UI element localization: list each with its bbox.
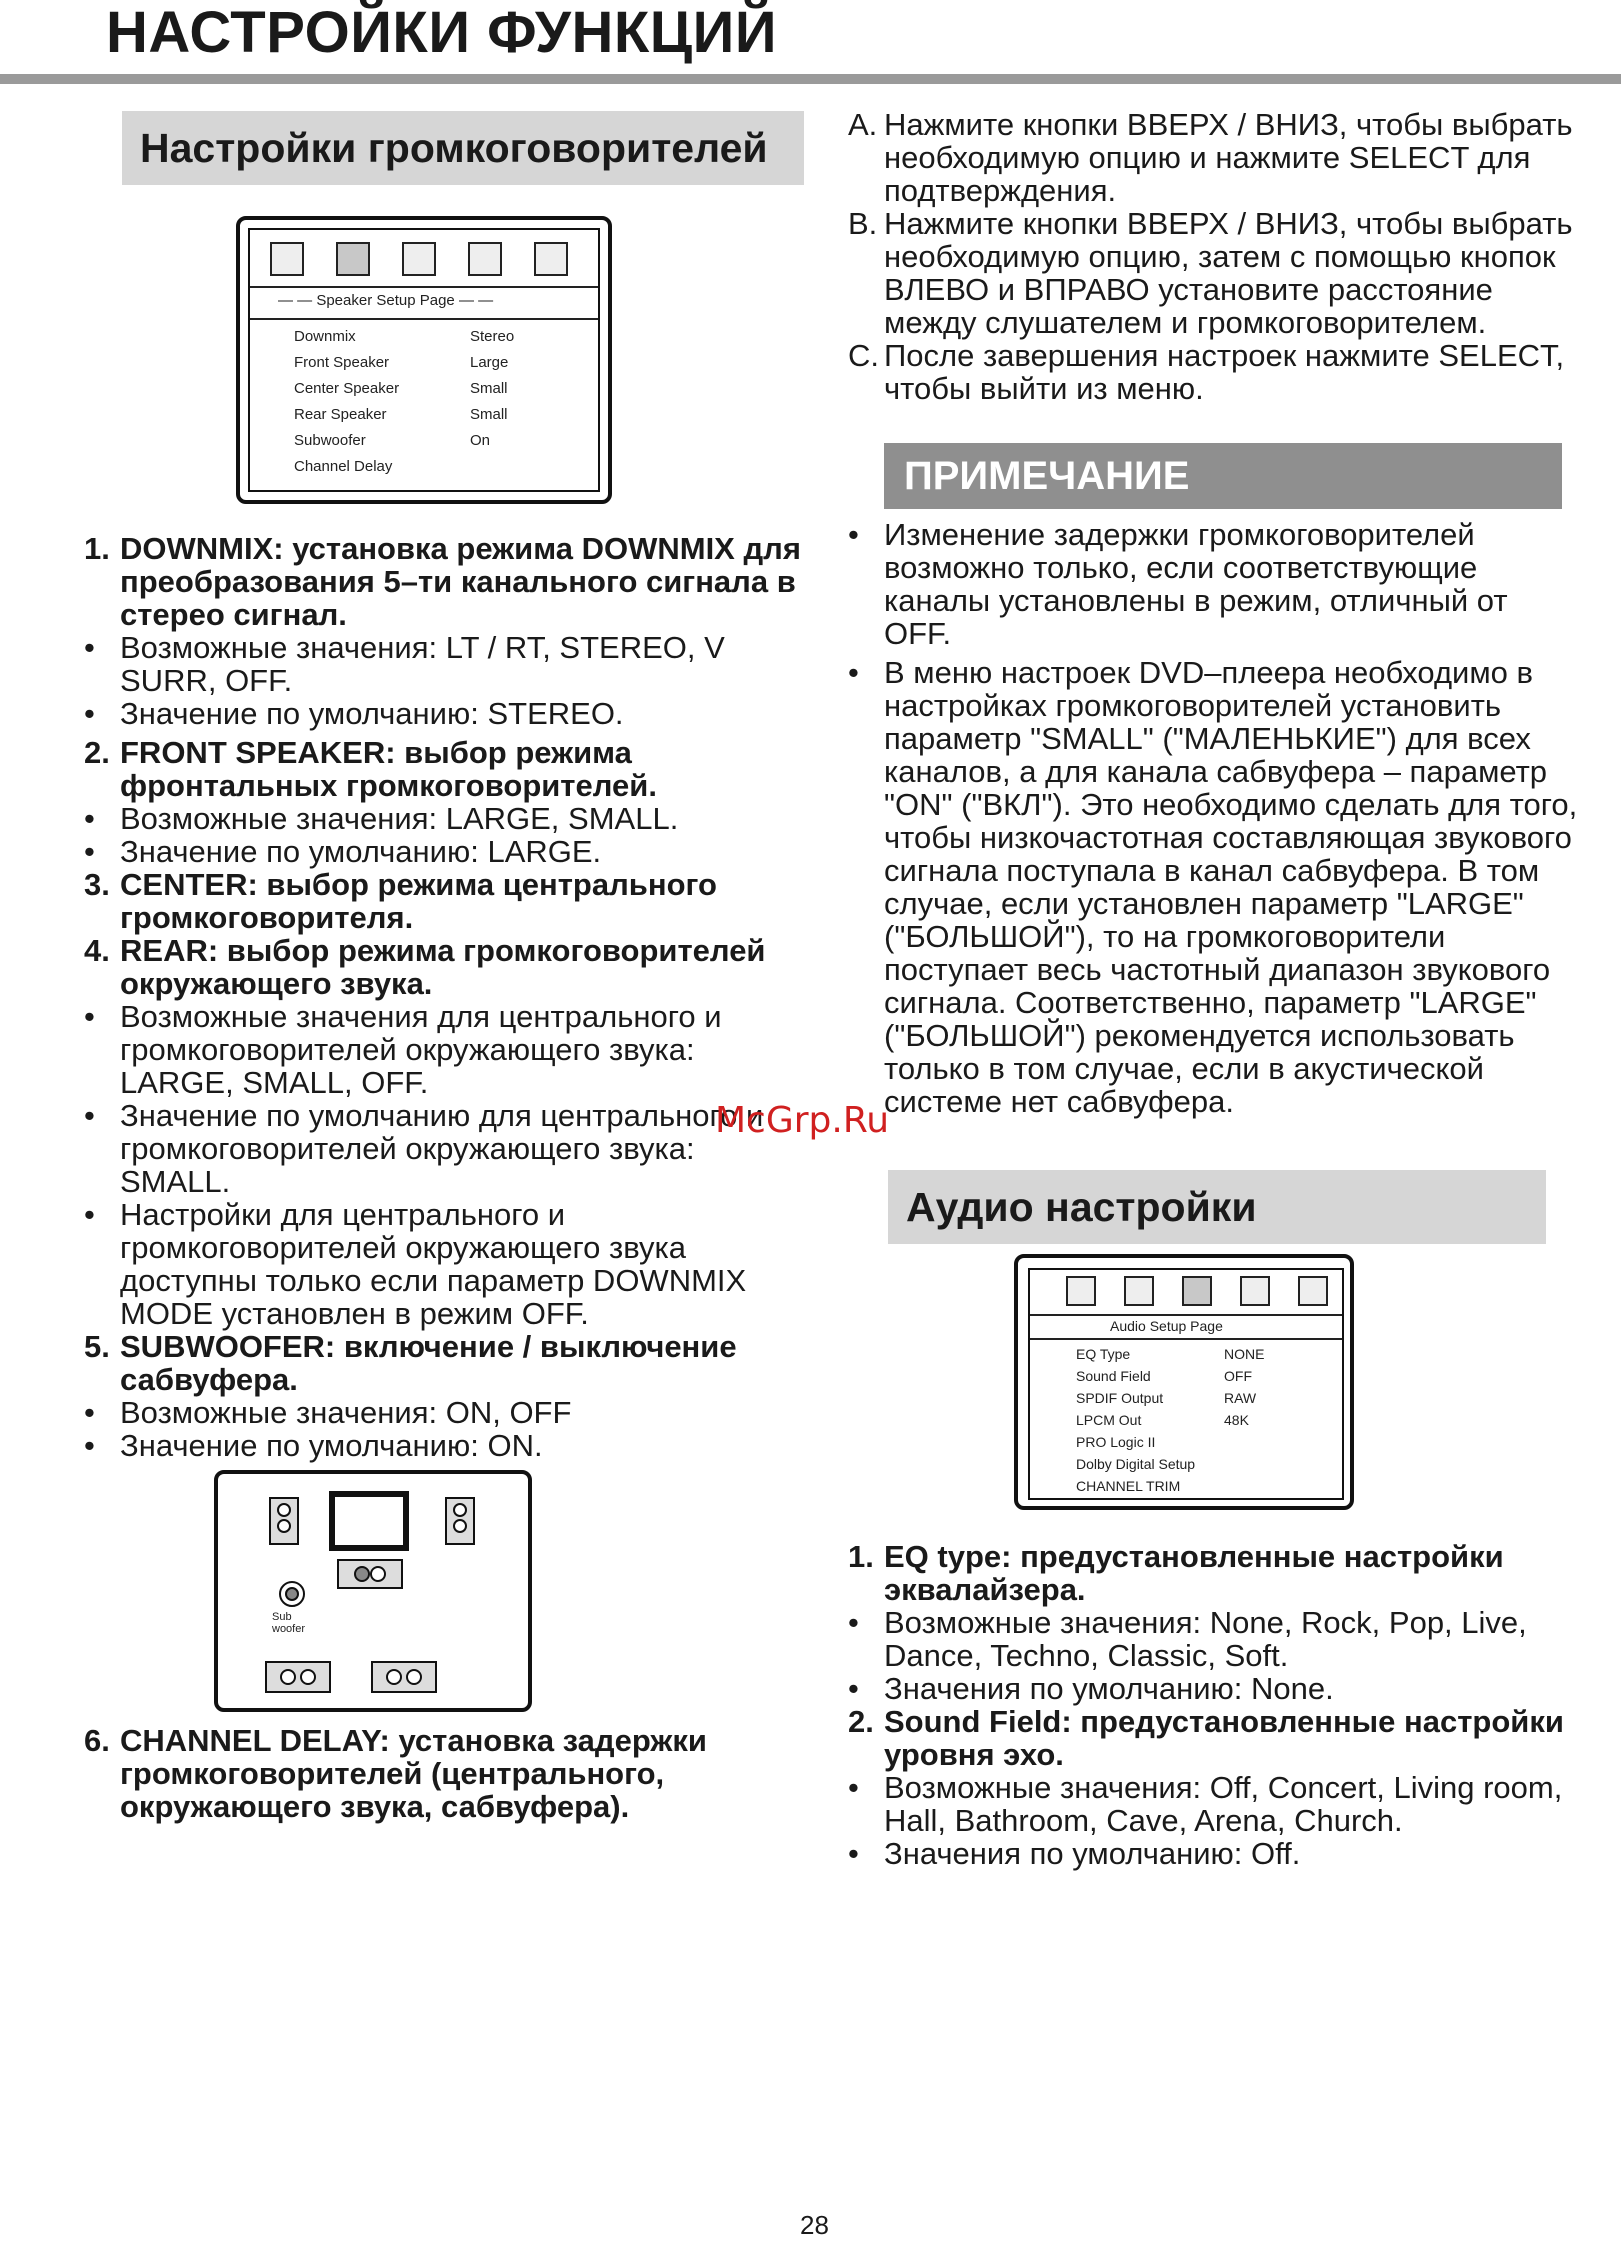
rear-left-speaker-icon bbox=[266, 1662, 330, 1692]
menu-row-label[interactable]: Front Speaker bbox=[294, 354, 390, 371]
menu-divider bbox=[250, 318, 598, 320]
list-item: • Возможные значения: ON, OFF bbox=[84, 1395, 572, 1430]
list-item: 5. SUBWOOFER: включение / выключение сабвуфера. bbox=[84, 1329, 737, 1397]
subwoofer-label: woofer bbox=[272, 1623, 306, 1635]
menu-row-label[interactable]: PRO Logic II bbox=[1076, 1434, 1156, 1450]
header-rule bbox=[0, 74, 1621, 84]
front-left-speaker-icon bbox=[270, 1498, 298, 1544]
menu-frame bbox=[248, 228, 600, 492]
audio-setup-menu bbox=[1014, 1254, 1354, 1510]
menu-row-label[interactable]: LPCM Out bbox=[1076, 1412, 1142, 1428]
list-item: A. Нажмите кнопки ВВЕРХ / ВНИЗ, чтобы выбрать необходимую опцию и нажмите SELECT для подтверждения. bbox=[848, 107, 1573, 208]
audio-section-heading: Аудио настройки bbox=[888, 1170, 1546, 1244]
watermark: McGrp.Ru bbox=[715, 1100, 890, 1141]
menu-row-label[interactable]: Downmix bbox=[294, 328, 356, 345]
list-item: 1. EQ type: предустановленные настройки эквалайзера. bbox=[848, 1539, 1504, 1607]
list-item: 3. CENTER: выбор режима центрального громкоговорителя. bbox=[84, 867, 717, 935]
rear-right-speaker-icon bbox=[372, 1662, 436, 1692]
page-number: 28 bbox=[800, 2210, 829, 2240]
menu-page-title: Audio Setup Page bbox=[1110, 1318, 1223, 1334]
menu-row-label[interactable]: Channel Delay bbox=[294, 458, 393, 475]
list-item: • В меню настроек DVD–плеера необходимо в настройках громкоговорителей установить параметр "SMALL" ("МАЛЕНЬКИЕ") для всех каналов, а для канала сабвуфера – параметр "ON" ("ВКЛ"). Это необходимо сделать для того, чтобы низкочастотная составляющая звукового сигнала поступала в канал сабвуфера. В том случае, если установлен параметр "LARGE" ("БОЛЬШОЙ"), то на громкоговорители поступает весь частотный диапазон звукового сигнала. Соответственно, параметр "LARGE" ("БОЛЬШОЙ") рекомендуется использовать только в том случае, если в акустической системе нет сабвуфера. bbox=[848, 655, 1578, 1119]
menu-row-label[interactable]: CHANNEL TRIM bbox=[1076, 1478, 1181, 1494]
list-item: 2. FRONT SPEAKER: выбор режима фронтальных громкоговорителей. bbox=[84, 735, 657, 803]
general-setup-icon bbox=[1066, 1276, 1096, 1306]
speaker-setup-menu bbox=[236, 216, 612, 504]
list-item: B. Нажмите кнопки ВВЕРХ / ВНИЗ, чтобы выбрать необходимую опцию, затем с помощью кнопок ВЛЕВО и ВПРАВО установите расстояние между слушателем и громкоговорителем. bbox=[848, 206, 1573, 340]
menu-row-label[interactable]: Sound Field bbox=[1076, 1368, 1151, 1384]
list-item: 2. Sound Field: предустановленные настройки уровня эхо. bbox=[848, 1704, 1564, 1772]
center-speaker-icon bbox=[338, 1560, 402, 1588]
steps-list bbox=[848, 108, 1578, 405]
menu-row-label[interactable]: SPDIF Output bbox=[1076, 1390, 1164, 1406]
audio-icon bbox=[402, 242, 436, 276]
list-item: • Возможные значения: LT / RT, STEREO, V SURR, OFF. bbox=[84, 630, 725, 698]
list-item: • Возможные значения для центрального и громкоговорителей окружающего звука: LARGE, SMALL, OFF. bbox=[84, 999, 722, 1100]
list-item: • Возможные значения: None, Rock, Pop, Live, Dance, Techno, Classic, Soft. bbox=[848, 1605, 1527, 1673]
menu-row-label[interactable]: Dolby Digital Setup bbox=[1076, 1456, 1196, 1472]
menu-divider bbox=[1030, 1338, 1342, 1340]
list-item: • Значения по умолчанию: Off. bbox=[848, 1836, 1301, 1871]
general-setup-icon bbox=[270, 242, 304, 276]
menu-row-value: NONE bbox=[1224, 1346, 1265, 1362]
menu-row-value: OFF bbox=[1224, 1368, 1252, 1384]
menu-row-value: Small bbox=[470, 380, 508, 397]
speaker-section-heading: Настройки громкоговорителей bbox=[122, 111, 804, 185]
menu-divider bbox=[1030, 1314, 1342, 1316]
list-item: 1. DOWNMIX: установка режима DOWNMIX для преобразования 5–ти канального сигнала в стерео сигнал. bbox=[84, 531, 801, 632]
audio-icon bbox=[1182, 1276, 1212, 1306]
page-title: НАСТРОЙКИ ФУНКЦИЙ bbox=[106, 0, 778, 65]
speaker-icon bbox=[1124, 1276, 1154, 1306]
menu-row-value: On bbox=[470, 432, 491, 449]
audio-settings-list bbox=[848, 1540, 1578, 1870]
list-item: • Значения по умолчанию: None. bbox=[848, 1671, 1334, 1706]
note-list bbox=[848, 518, 1578, 1118]
speaker-settings-list bbox=[84, 1724, 804, 1823]
disc-icon bbox=[468, 242, 502, 276]
speaker-settings-list bbox=[84, 532, 804, 1462]
menu-row-value: Stereo bbox=[470, 328, 515, 345]
menu-page-title: — — Speaker Setup Page — — bbox=[278, 292, 494, 309]
list-item: • Значение по умолчанию: LARGE. bbox=[84, 834, 602, 869]
menu-row-label[interactable]: Subwoofer bbox=[294, 432, 366, 449]
menu-row-label[interactable]: Rear Speaker bbox=[294, 406, 387, 423]
menu-row-value: Large bbox=[470, 354, 509, 371]
list-item: 6. CHANNEL DELAY: установка задержки громкоговорителей (центрального, окружающего звука, сабвуфера). bbox=[84, 1723, 707, 1824]
menu-row-label[interactable]: EQ Type bbox=[1076, 1346, 1131, 1362]
list-item: • Значение по умолчанию для центрального и громкоговорителей окружающего звука: SMALL. bbox=[84, 1098, 764, 1199]
list-item: 4. REAR: выбор режима громкоговорителей окружающего звука. bbox=[84, 933, 766, 1001]
list-item: • Возможные значения: LARGE, SMALL. bbox=[84, 801, 679, 836]
video-icon bbox=[1298, 1276, 1328, 1306]
menu-frame bbox=[1028, 1268, 1344, 1500]
subwoofer-label: Sub bbox=[272, 1611, 292, 1623]
note-heading: ПРИМЕЧАНИЕ bbox=[884, 443, 1562, 509]
speaker-icon bbox=[336, 242, 370, 276]
list-item: • Значение по умолчанию: ON. bbox=[84, 1428, 543, 1463]
menu-row-label[interactable]: Center Speaker bbox=[294, 380, 400, 397]
subwoofer-icon bbox=[280, 1582, 304, 1606]
list-item: • Изменение задержки громкоговорителей возможно только, если соответствующие каналы установлены в режим, отличный от OFF. bbox=[848, 517, 1508, 651]
list-item: • Возможные значения: Off, Concert, Living room, Hall, Bathroom, Cave, Arena, Church. bbox=[848, 1770, 1563, 1838]
tv-icon bbox=[332, 1494, 406, 1548]
list-item: C. После завершения настроек нажмите SELECT, чтобы выйти из меню. bbox=[848, 338, 1565, 406]
menu-divider bbox=[250, 286, 598, 288]
list-item: • Настройки для центрального и громкоговорителей окружающего звука доступны только если параметр DOWNMIX MODE установлен в режим OFF. bbox=[84, 1197, 747, 1331]
menu-row-value: Small bbox=[470, 406, 508, 423]
speaker-layout-diagram bbox=[214, 1470, 532, 1712]
video-icon bbox=[534, 242, 568, 276]
menu-row-value: RAW bbox=[1224, 1390, 1257, 1406]
front-right-speaker-icon bbox=[446, 1498, 474, 1544]
disc-icon bbox=[1240, 1276, 1270, 1306]
menu-row-value: 48K bbox=[1224, 1412, 1249, 1428]
list-item: • Значение по умолчанию: STEREO. bbox=[84, 696, 624, 731]
